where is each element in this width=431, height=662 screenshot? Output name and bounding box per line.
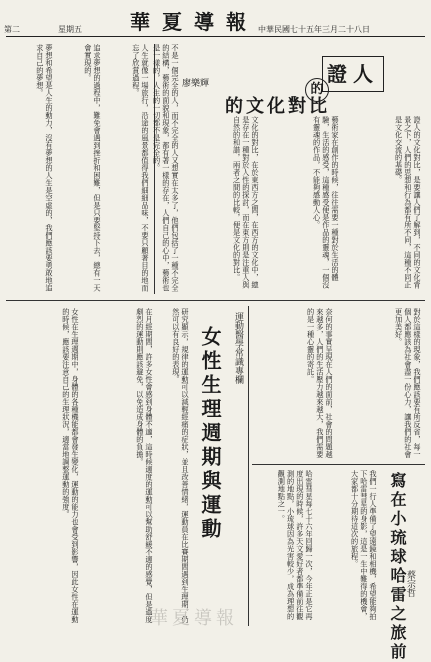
article3-text: 我們一行人準備了望遠鏡和相機，希望能夠拍下哈雷彗星的身影，這是一生中難得的機會，大家都十分期待這次的旅程。 (350, 470, 378, 620)
left-column-text: 人生就像一場旅行，沿途的風景都值得我們細細品味，不要只顧著目的地而忘了欣賞過程。 (131, 44, 150, 292)
article2-subtitle: 運動醫學常識專欄 (233, 312, 243, 384)
article3-title: 寫在小琉球哈雷之旅前 (388, 472, 407, 662)
left-column-text: 夢想和希望是人生的動力，沒有夢想的人生是空虛的，我們應該要勇敢地追求自己的夢想。 (35, 44, 54, 292)
series-box (322, 56, 384, 92)
article2-text: 在月經期間，許多女性會感到身體不適，這時候適度的運動可以幫助舒緩不適的感覺，但是過度劇烈的運動則應該避免，以免造成身體的負擔。 (135, 308, 154, 623)
article4-text: 奈何的事實呈現在人們的面前，社會的問題越來越多，人們的生活壓力越來越大，我們需要的是一種心靈的寄託。 (306, 308, 334, 458)
left-column-text: 追求夢想的過程中，難免會遇到挫折和困難，但是只要堅持下去，總有一天會實現的。 (83, 44, 102, 292)
article1-text: 文化的對比，在於東西方之間，在西方的文化中，總是存在一種對於人性的探討，而在東方則是注重人與自然的和諧，兩者之間的比較，便是文化的對比。 (232, 116, 260, 289)
article2-text: 研究顯示，規律的運動可以減輕經痛的症狀，並且改善情緒，運動員在比賽期間遇到生理期，仍然可以有良好的表現。 (171, 308, 190, 623)
article4-text: 對於這樣的現象，我們應該要有所反省，每一個人都應該為社會盡一份心力，讓我們的社會更加美好。 (394, 308, 422, 458)
page-number: 第二 (4, 25, 20, 34)
watermark: 華夏導報 (150, 608, 238, 629)
section-divider (252, 464, 425, 465)
article1-author: 廖樂輝 (182, 79, 210, 89)
article2-text: 女性在生理週期中，身體的各種機能都會發生變化，運動的能力也會受到影響，因此女性在運動的時候，應該要注意自己的生理狀況，適當地調整運動的強度。 (61, 308, 80, 623)
series-title: 證人 (327, 62, 379, 86)
article1-text: 證人的文化對比，是要讓人們了解到，不同的文化背景之下，人們的思想和行為都有所不同，這種不同正是文化交流的基礎。 (394, 116, 422, 289)
header-divider (6, 36, 425, 37)
article3-text: 哈雷彗星每七十六年回歸一次，今年正是它再度出現的時候，許多天文愛好者都準備前往觀測的地點，小琉球因為光害較少，成為理想的觀測地點之一。 (277, 470, 314, 620)
column-divider (248, 306, 249, 626)
issue-date: 中華民國七十五年三月二十八日 (258, 25, 370, 34)
particle-circle: 的 (305, 78, 329, 102)
section-divider (6, 300, 425, 301)
article1-text: 藝術家在創作的時候，往往需要一種對於生活的體驗，生活的感受，這種感受便是作品的靈魂，一個沒有靈魂的作品，不能夠感動人心。 (312, 116, 340, 289)
weekday: 星期五 (58, 25, 82, 34)
article1-text: 不是一個完全的人，而不完全的人又想實在太多了，他們包括了一種不完全的結構，藝術的面貌和現象，都有著一樣的存在，人們自己的心中，藝術也是一樣的，人生的一切都不是完全的。 (152, 44, 180, 292)
article1-title: 的文化對比 (225, 96, 330, 117)
masthead: 華夏導報 (130, 10, 258, 34)
article3-author: 蔡宗哲 (405, 570, 415, 597)
article2-title: 女性生理週期與運動 (198, 326, 222, 542)
